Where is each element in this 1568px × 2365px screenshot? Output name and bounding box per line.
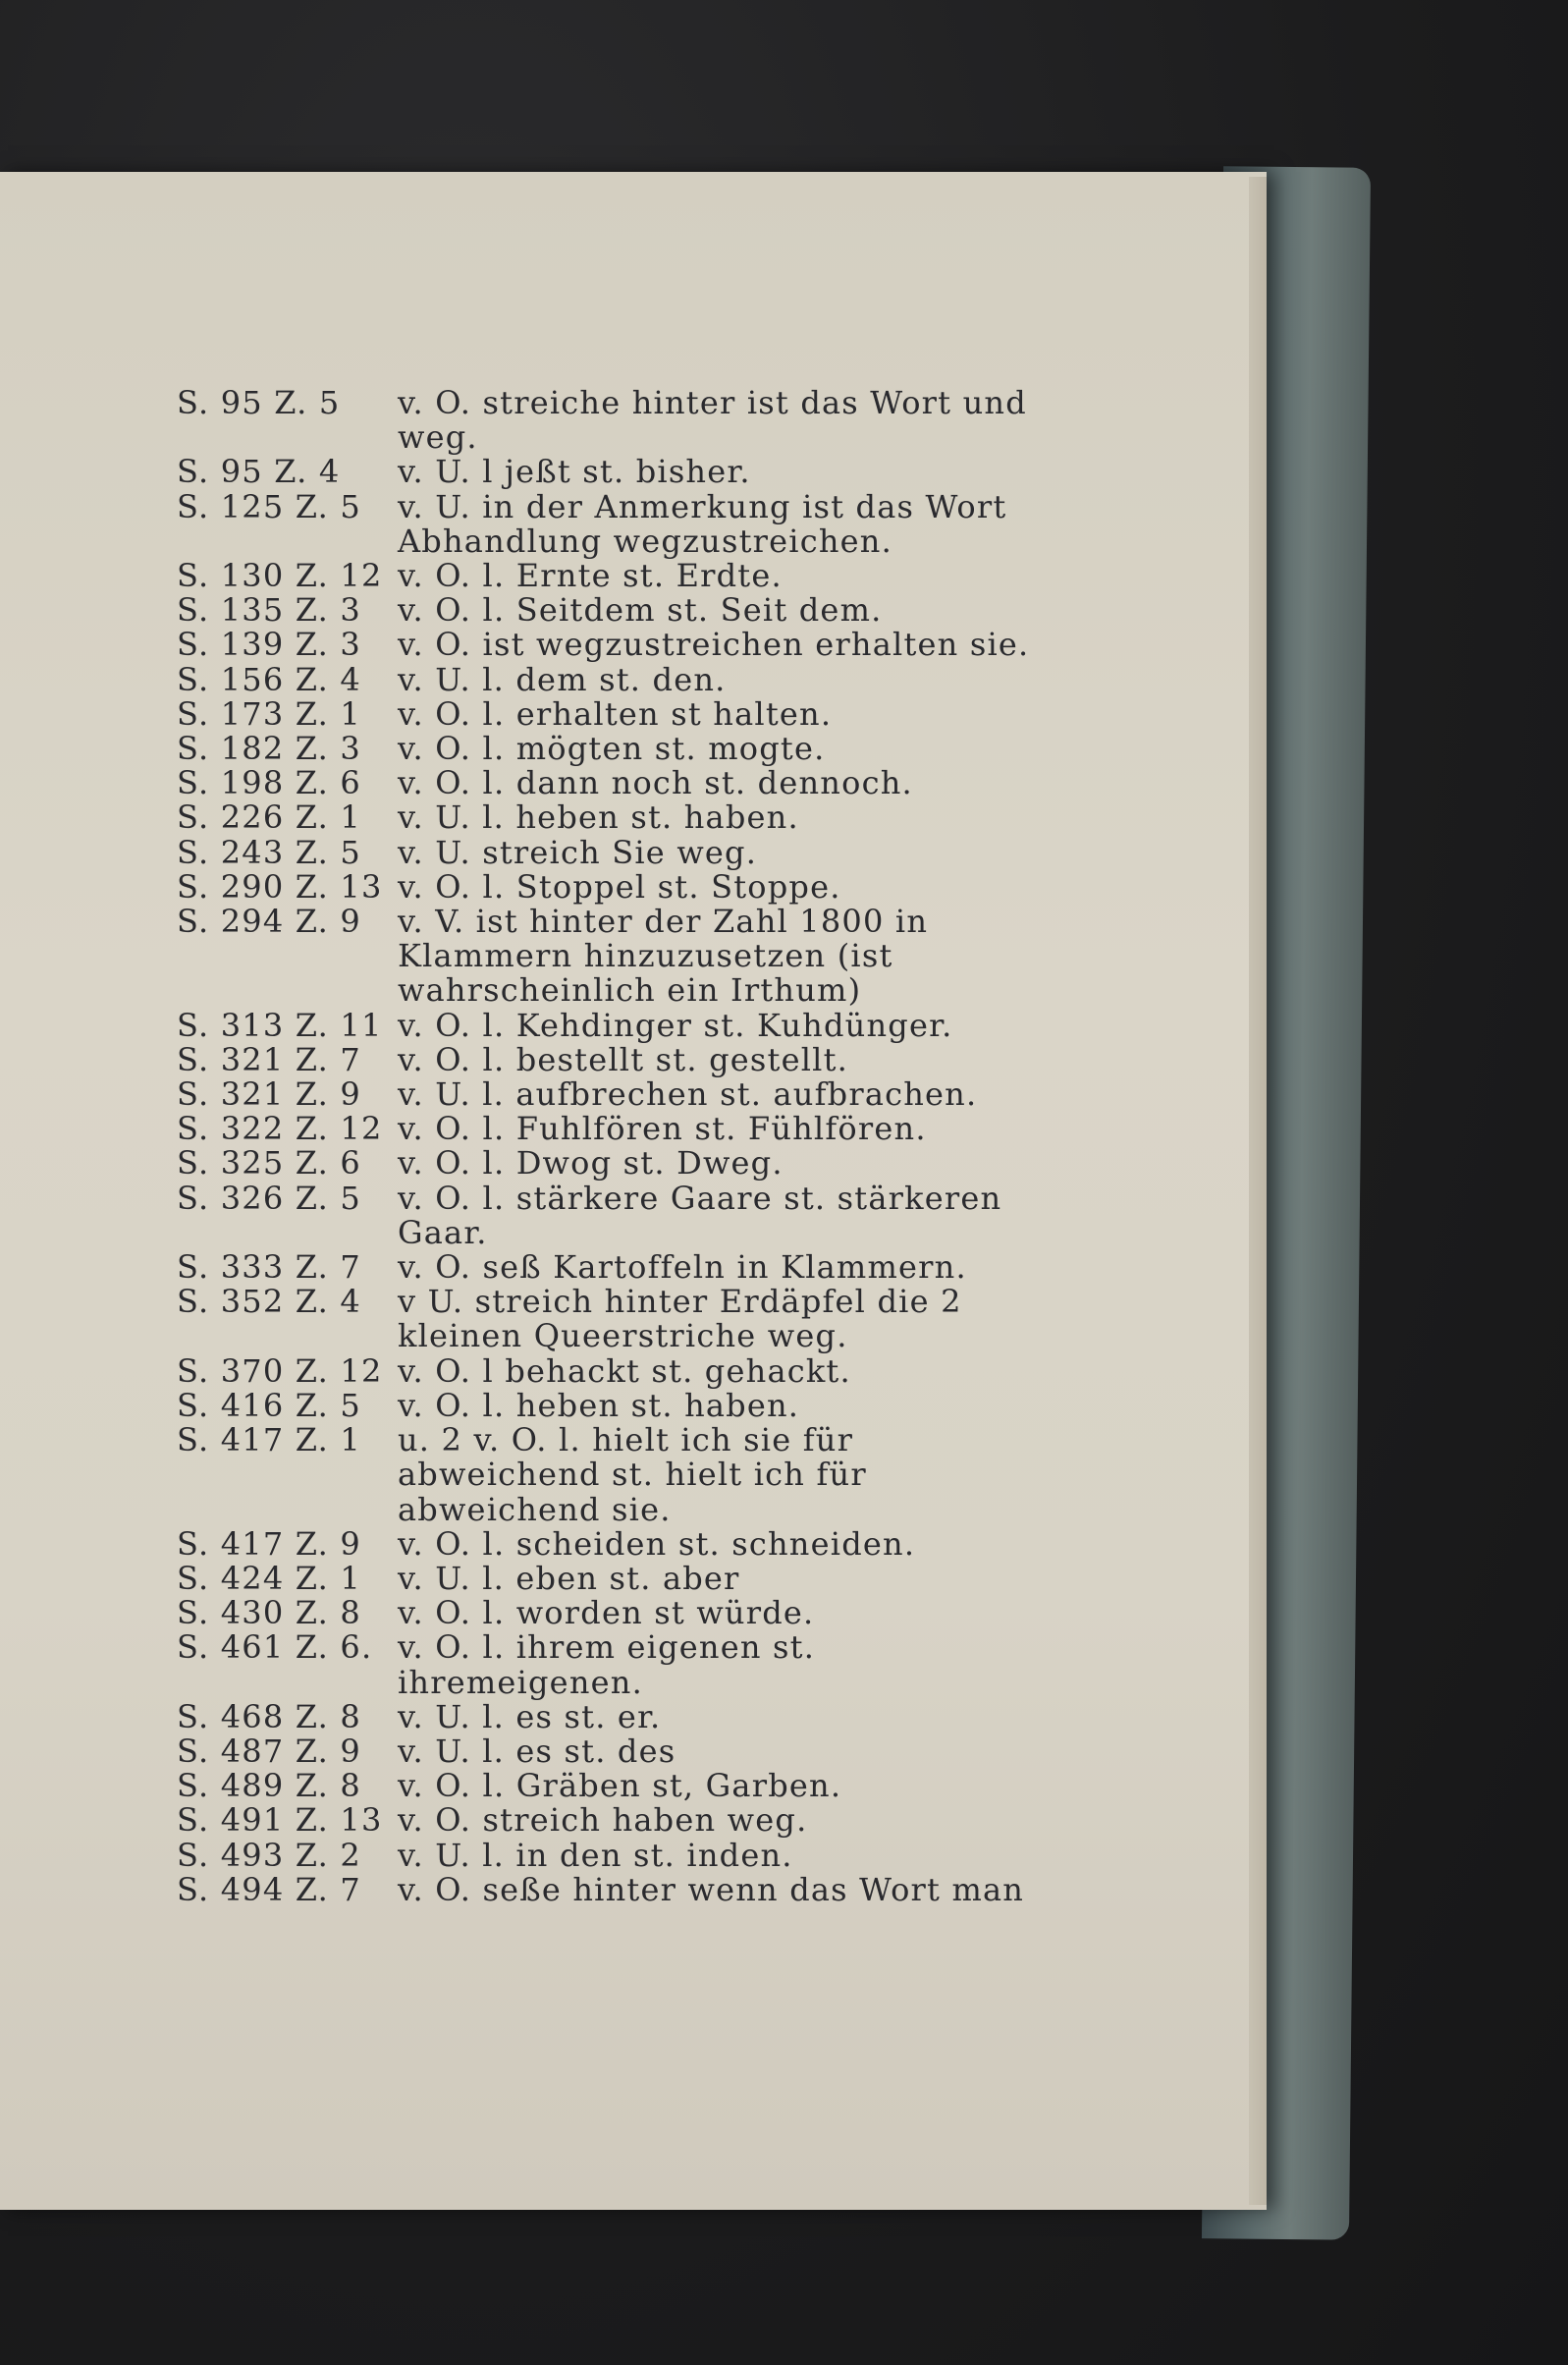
errata-entry: [177, 905, 1041, 1009]
page-line-reference: S. 198 Z. 6: [177, 764, 361, 802]
page-line-reference: S. 156 Z. 4: [177, 660, 361, 698]
errata-entry: [177, 1386, 1041, 1424]
page-line-reference: S. 491 Z. 13: [177, 1801, 383, 1840]
errata-entry: [177, 1250, 1041, 1285]
correction-text: v. O. l. ihrem eigenen st. ihremeigenen.: [398, 1628, 816, 1701]
page-line-reference: S. 125 Z. 5: [177, 487, 361, 525]
errata-entry: [177, 593, 1041, 628]
errata-entry: [177, 732, 1041, 766]
correction-text: v. O. seße hinter wenn das Wort man: [398, 1870, 1025, 1908]
errata-entry: [177, 1836, 1041, 1874]
errata-entry: [177, 1697, 1041, 1735]
correction-text: v. U. l. in den st. inden.: [398, 1836, 793, 1874]
correction-text: u. 2 v. O. l. hielt ich sie für abweichend st. hielt ich für abweichend sie.: [398, 1421, 867, 1528]
page-line-reference: S. 294 Z. 9: [177, 903, 361, 941]
errata-entry: [177, 1077, 1041, 1112]
page-line-reference: S. 322 Z. 12: [177, 1110, 383, 1148]
page-line-reference: S. 416 Z. 5: [177, 1386, 361, 1424]
page-line-reference: S. 417 Z. 9: [177, 1524, 361, 1563]
errata-entry: [177, 1769, 1041, 1803]
page-line-reference: S. 487 Z. 9: [177, 1732, 361, 1770]
page-line-reference: S. 325 Z. 6: [177, 1144, 361, 1182]
errata-entry: [177, 867, 1041, 906]
errata-entry: [177, 1006, 1041, 1044]
errata-entry: [177, 1179, 1041, 1251]
page-line-reference: S. 424 Z. 1: [177, 1559, 361, 1597]
errata-entry: [177, 1596, 1041, 1630]
correction-text: v. O. l. Stoppel st. Stoppe.: [398, 867, 841, 906]
correction-text: v. O. l. heben st. haben.: [398, 1386, 800, 1424]
errata-entry: [177, 1734, 1041, 1769]
page-line-reference: S. 333 Z. 7: [177, 1248, 361, 1287]
page-line-reference: S. 290 Z. 13: [177, 867, 383, 906]
page-line-reference: S. 130 Z. 12: [177, 557, 383, 595]
errata-entry: [177, 1040, 1041, 1078]
errata-entry: [177, 1870, 1041, 1908]
page-line-reference: S. 370 Z. 12: [177, 1351, 383, 1390]
page-line-reference: S. 243 Z. 5: [177, 833, 361, 871]
page-line-reference: S. 493 Z. 2: [177, 1836, 361, 1874]
errata-entry: [177, 1630, 1041, 1699]
errata-entry: [177, 660, 1041, 698]
correction-text: v. U. l. dem st. den.: [398, 660, 727, 698]
errata-entry: [177, 1524, 1041, 1563]
page-line-reference: S. 417 Z. 1: [177, 1421, 361, 1459]
errata-entry: [177, 559, 1041, 593]
correction-text: v. O. l. bestellt st. gestellt.: [398, 1040, 849, 1078]
correction-text: v. U. l. es st. er.: [398, 1697, 662, 1735]
correction-text: v. O. l. Dwog st. Dweg.: [398, 1144, 784, 1182]
correction-text: v. O. l. Fuhlfören st. Fühlfören.: [398, 1110, 927, 1148]
errata-entry: [177, 800, 1041, 835]
errata-entry: [177, 694, 1041, 733]
page-line-reference: S. 95 Z. 4: [177, 453, 341, 491]
correction-text: v. O. seß Kartoffeln in Klammern.: [398, 1248, 967, 1287]
correction-text: v. O. l. worden st würde.: [398, 1594, 815, 1632]
errata-entry: [177, 386, 1041, 455]
correction-text: v. U. l. heben st. haben.: [398, 798, 799, 837]
page-line-reference: S. 139 Z. 3: [177, 626, 361, 664]
correction-text: v. O. streich haben weg.: [398, 1801, 808, 1840]
page-edge: [1249, 177, 1267, 2205]
correction-text: v. O. l. Gräben st, Garben.: [398, 1767, 842, 1805]
correction-text: v. U. l. aufbrechen st. aufbrachen.: [398, 1075, 978, 1114]
correction-text: v. U. streich Sie weg.: [398, 833, 758, 871]
page-line-reference: S. 352 Z. 4: [177, 1283, 361, 1321]
page-line-reference: S. 313 Z. 11: [177, 1006, 383, 1044]
errata-entry: [177, 1146, 1041, 1181]
correction-text: v. U. l. eben st. aber: [398, 1559, 740, 1597]
page-line-reference: S. 173 Z. 1: [177, 694, 361, 733]
correction-text: v. O. l. Kehdinger st. Kuhdünger.: [398, 1006, 953, 1044]
errata-entry: [177, 487, 1041, 560]
page-line-reference: S. 95 Z. 5: [177, 384, 341, 421]
correction-text: v. O. streiche hinter ist das Wort und weg.: [398, 384, 1027, 457]
errata-entry: [177, 1351, 1041, 1390]
errata-entry: [177, 1423, 1041, 1527]
page-line-reference: S. 321 Z. 7: [177, 1040, 361, 1078]
correction-text: v. O. l. dann noch st. dennoch.: [398, 764, 913, 802]
errata-entry: [177, 628, 1041, 662]
page-line-reference: S. 182 Z. 3: [177, 730, 361, 768]
correction-text: v. U. l jeßt st. bisher.: [398, 453, 751, 491]
correction-text: v. O. l. scheiden st. schneiden.: [398, 1524, 916, 1563]
errata-entry: [177, 1559, 1041, 1597]
correction-text: v. O. l. stärkere Gaare st. stärkeren Gaar.: [398, 1179, 1002, 1251]
errata-entry: [177, 455, 1041, 489]
page-line-reference: S. 326 Z. 5: [177, 1179, 361, 1217]
errata-entry: [177, 1285, 1041, 1353]
page-line-reference: S. 135 Z. 3: [177, 591, 361, 630]
errata-entry: [177, 1803, 1041, 1838]
correction-text: v. O. l. Ernte st. Erdte.: [398, 557, 783, 595]
errata-entry: [177, 1112, 1041, 1146]
correction-text: v. O. l behackt st. gehackt.: [398, 1351, 851, 1390]
errata-entry: [177, 833, 1041, 871]
correction-text: v. O. ist wegzustreichen erhalten sie.: [398, 626, 1030, 664]
errata-entry: [177, 766, 1041, 800]
correction-text: v. U. in der Anmerkung ist das Wort Abhandlung wegzustreichen.: [398, 487, 1007, 560]
page-line-reference: S. 321 Z. 9: [177, 1075, 361, 1114]
page-line-reference: S. 461 Z. 6.: [177, 1628, 373, 1667]
page-line-reference: S. 489 Z. 8: [177, 1767, 361, 1805]
correction-text: v. U. l. es st. des: [398, 1732, 676, 1770]
page-line-reference: S. 430 Z. 8: [177, 1594, 361, 1632]
page-line-reference: S. 494 Z. 7: [177, 1870, 361, 1908]
page-line-reference: S. 226 Z. 1: [177, 798, 361, 837]
page-line-reference: S. 468 Z. 8: [177, 1697, 361, 1735]
correction-text: v. O. l. mögten st. mogte.: [398, 730, 826, 768]
correction-text: v. O. l. Seitdem st. Seit dem.: [398, 591, 883, 630]
correction-text: v. O. l. erhalten st halten.: [398, 694, 833, 733]
correction-text: v. V. ist hinter der Zahl 1800 in Klammern hinzuzusetzen (ist wahrscheinlich ein Irthum): [398, 903, 929, 1010]
correction-text: v U. streich hinter Erdäpfel die 2 kleinen Queerstriche weg.: [398, 1283, 962, 1355]
errata-list: [177, 386, 1041, 1907]
